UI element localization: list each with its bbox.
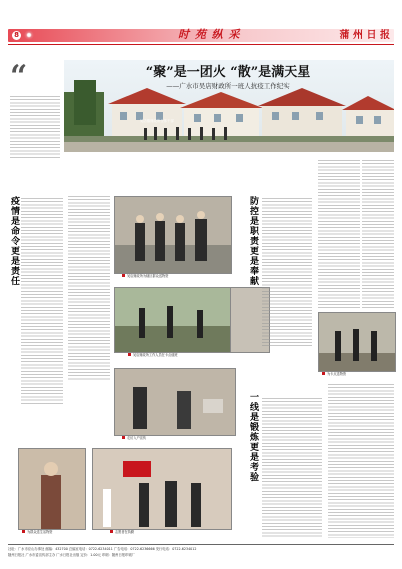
footer-rule bbox=[8, 544, 394, 545]
caption-3-text: 走访入户宣传 bbox=[127, 436, 147, 440]
caption-3 bbox=[122, 436, 146, 440]
right-text-c bbox=[362, 160, 394, 308]
section-title: 时 苑 纵 采 bbox=[178, 28, 241, 41]
photo-2 bbox=[114, 287, 236, 353]
hero-title: “聚”是一团火 “散”是满天星 bbox=[145, 65, 311, 80]
photo-7 bbox=[318, 312, 396, 372]
masthead-flower-icon bbox=[24, 30, 34, 40]
caption-2 bbox=[128, 353, 178, 357]
caption-4 bbox=[22, 530, 53, 534]
photo-6 bbox=[92, 448, 232, 530]
caption-2-text: 吴店财政所工作人员在卡点值班 bbox=[133, 353, 178, 357]
masthead-rule bbox=[8, 44, 394, 45]
caption-5-text: 志愿者在执勤 bbox=[115, 530, 135, 534]
quote-mark: “ bbox=[10, 59, 28, 94]
masthead bbox=[8, 27, 394, 49]
hero-caption: 吴店镇财政所全体干部 bbox=[140, 119, 174, 123]
left-text-a bbox=[21, 198, 63, 406]
right-text-a bbox=[262, 198, 312, 348]
right-text-b bbox=[318, 160, 360, 308]
caption-5 bbox=[110, 530, 134, 534]
footer-row-1: 社址：广水市应山办事处 邮编：432700 总编室电话：0722-6234011 广告电话：0722-6236666 发行电话：0722-6234012 bbox=[8, 547, 197, 551]
right-text-e bbox=[328, 384, 394, 538]
caption-6-text: 为卡点送物资 bbox=[327, 372, 347, 376]
right-text-d bbox=[262, 398, 322, 538]
photo-5 bbox=[18, 448, 86, 530]
heading-left: 疫情是命令更是责任 bbox=[9, 196, 19, 286]
caption-1 bbox=[122, 274, 168, 278]
page-number: 8 bbox=[12, 31, 21, 40]
heading-right-bottom: 一线是锻炼更是考验 bbox=[248, 392, 258, 482]
left-text-b bbox=[68, 196, 110, 380]
photo-4 bbox=[114, 368, 236, 436]
caption-4-text: 为群众送生活物资 bbox=[27, 530, 53, 534]
caption-6 bbox=[322, 372, 346, 376]
photo-1 bbox=[114, 196, 232, 274]
paper-name: 蒲 州 日 报 bbox=[339, 30, 390, 41]
footer-row-2: 随州日报社 广水市委宣传部主办 广水日报社出版 定价：1.00元 印刷：随州日报印刷厂 bbox=[8, 553, 135, 557]
intro-text bbox=[10, 96, 60, 158]
hero-subtitle: ——广水市吴店财政所一班人抗疫工作纪实 bbox=[166, 82, 290, 90]
caption-1-text: 吴店财政所为辖区群众送物资 bbox=[127, 274, 169, 278]
heading-right-top: 防控是职责更是奉献 bbox=[248, 196, 258, 286]
